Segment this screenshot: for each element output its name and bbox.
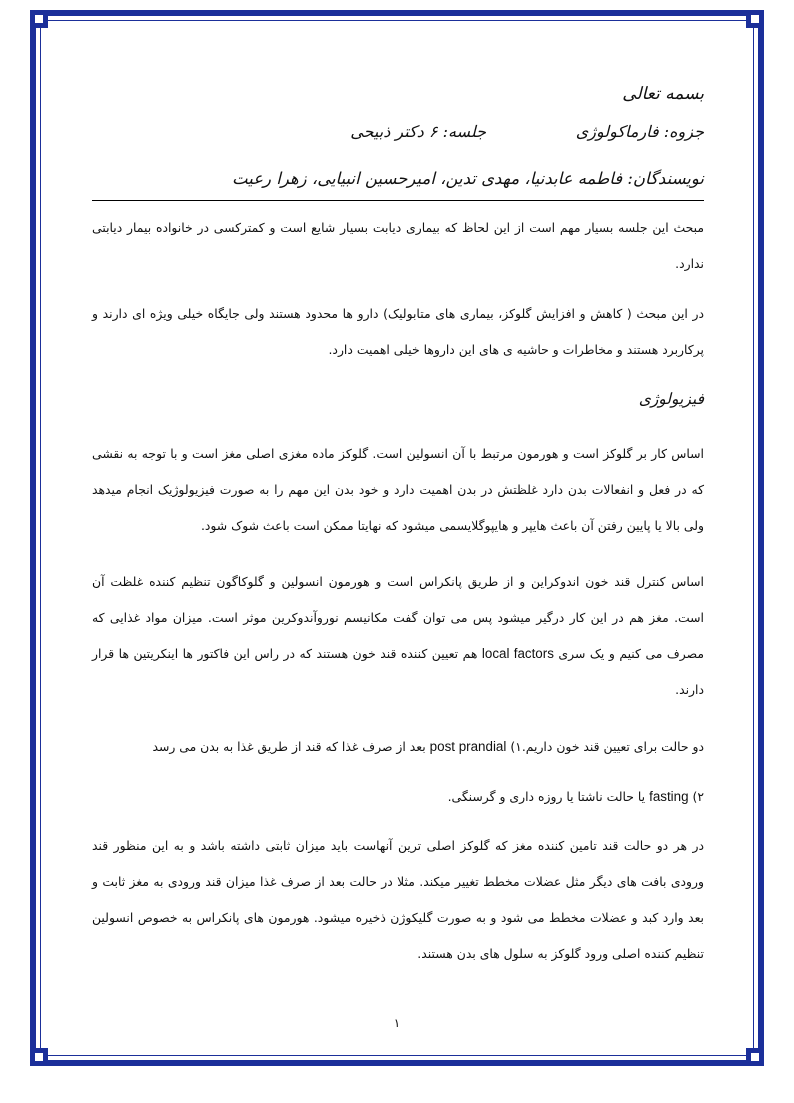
intro-paragraph-1: مبحث این جلسه بسیار مهم است از این لحاظ که بیماری دیابت بسیار شایع است و کمترکسی در خانواده بیمار دیابتی ندارد. <box>92 220 704 271</box>
paragraph-text: دو حالت برای تعیین قند خون داریم.۱) <box>510 739 704 754</box>
booklet-info-line <box>92 122 704 146</box>
paragraph-text: هم تعیین کننده قند خون هستند که در راس این فاکتور ها اینکریتین ها قرار دارند. <box>92 646 704 697</box>
body-paragraph-3 <box>92 729 704 765</box>
body-paragraph-5: در هر دو حالت قند تامین کننده مغز که گلوکز اصلی ترین آنهاست باید میزان ثابتی داشته باشد و به این منظور قند ورودی بافت های دیگر مثل عضلات مخطط تغییر میکند. مثلا در حالت بعد از صرف غذا میزان قند ورودی به مغز ثابت و بعد وارد کبد و عضلات مخطط می شود و به صورت گلیکوژن ذخیره میشود. هورمون های پانکراس به خصوص انسولین تنظیم کننده اصلی ورود گلوکز به سلول های بدن هستند. <box>92 838 704 961</box>
paragraph-text: ۲) <box>692 789 704 804</box>
body-paragraph-2 <box>92 564 704 708</box>
page-number: ۱ <box>393 1016 401 1030</box>
latin-term: fasting <box>649 789 689 804</box>
paragraph-text: بعد از صرف غذا که قند از طریق غذا به بدن می رسد <box>152 739 426 754</box>
authors-line: نویسندگان: فاطمه عابدنیا، مهدی تدین، امیرحسین انبیایی، زهرا رعیت <box>232 169 704 188</box>
border-corner-ornament <box>30 10 48 28</box>
paragraph-text: یا حالت ناشتا یا روزه داری و گرسنگی. <box>447 789 646 804</box>
booklet-subject: جزوه: فارماکولوژی <box>575 122 704 141</box>
paragraph-text: اساس کنترل قند خون اندوکراین و از طریق پانکراس است و هورمون انسولین و گلوکاگون تنظیم کننده غلظت آن است. مغز هم در این کار درگیر میشود پس می توان گفت مکانیسم نوروآندوکرین موثر است. میزان مواد غذایی که مصرف می کنیم و یک سری <box>92 574 704 661</box>
intro-paragraph-2: در این مبحث ( کاهش و افزایش گلوکز، بیماری های متابولیک) دارو ها محدود هستند ولی جایگاه خیلی ویژه ای دارند و پرکاربرد هستند و مخاطرات و حاشیه ی های این داروها خیلی اهمیت دارد. <box>92 306 704 357</box>
latin-term: post prandial <box>429 739 507 754</box>
latin-term: local factors <box>481 646 554 661</box>
border-corner-ornament <box>746 10 764 28</box>
session-info: جلسه: ۶ دکتر ذبیحی <box>350 122 486 141</box>
section-heading: فیزیولوژی <box>638 390 704 408</box>
body-paragraph-1: اساس کار بر گلوکز است و هورمون مرتبط با آن انسولین است. گلوکز ماده مغزی اصلی مغز است و با توجه به نقشی که در فعل و انفعالات بدن دارد غلظتش در بدن اهمیت دارد و خود بدن این مهم را به صورت فیزیولوژیک انجام میدهد ولی بالا یا پایین رفتن آن باعث هایپر و هایپوگلایسمی میشود که نهایتا ممکن است باعث شوک شود. <box>92 446 704 533</box>
border-corner-ornament <box>30 1048 48 1066</box>
header-divider <box>92 200 704 201</box>
bismillah-heading: بسمه تعالی <box>622 84 704 104</box>
border-corner-ornament <box>746 1048 764 1066</box>
body-paragraph-4 <box>92 779 704 815</box>
